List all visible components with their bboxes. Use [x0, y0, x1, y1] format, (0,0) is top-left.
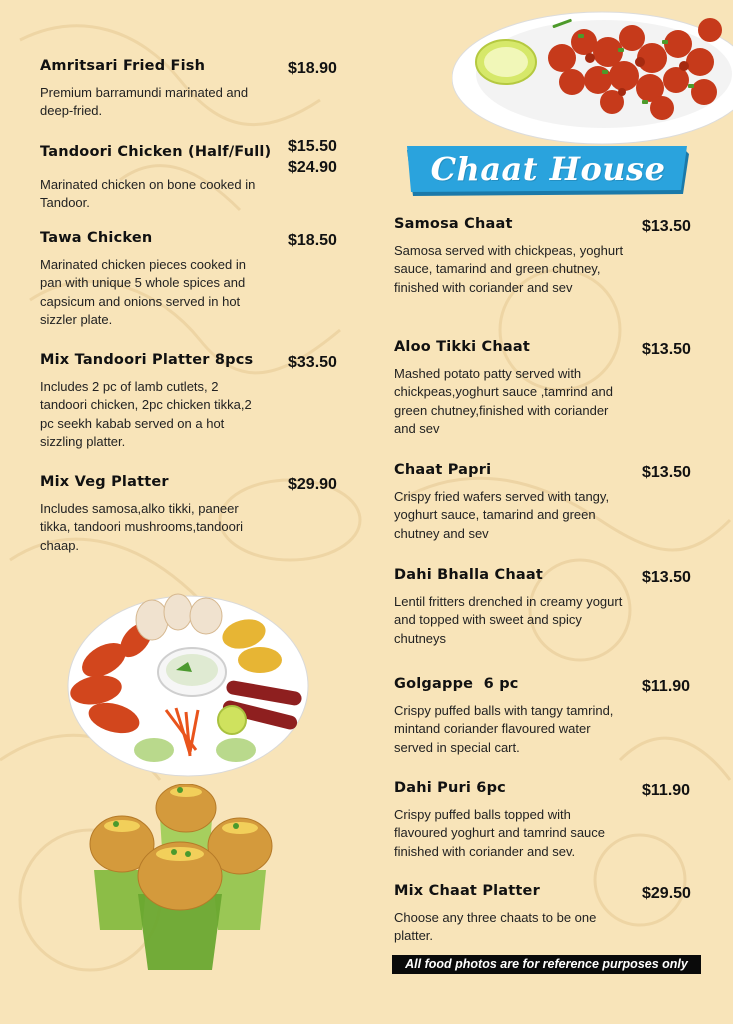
item-desc: Choose any three chaats to be one platter. [394, 910, 597, 944]
item-name: Mix Chaat Platter [394, 883, 540, 899]
menu-item [40, 472, 350, 562]
item-price: $29.50 [642, 885, 691, 902]
menu-item [394, 337, 704, 460]
item-desc: Samosa served with chickpeas, yoghurt sauce, tamarind and green chutney, finished with coriander and sev [394, 243, 624, 295]
menu-item [394, 565, 704, 674]
menu-item [40, 138, 350, 228]
item-price-full-value: $24.90 [288, 159, 337, 176]
item-name: Dahi Puri 6pc [394, 780, 506, 796]
item-price: $18.50 [288, 232, 337, 249]
item-desc: Marinated chicken on bone cooked in Tandoor. [40, 177, 256, 211]
item-name: Tawa Chicken [40, 230, 153, 246]
item-price: $13.50 [642, 464, 691, 481]
menu-item [40, 350, 350, 472]
item-desc: Crispy fried wafers served with tangy, yoghurt sauce, tamarind and green chutney and sev [394, 489, 610, 541]
item-price: $13.50 [642, 341, 691, 358]
golgappa-shots-image [88, 784, 274, 976]
item-price: $33.50 [288, 354, 337, 371]
chaat-house-banner [407, 146, 689, 198]
photo-disclaimer: All food photos are for reference purposes only [392, 955, 701, 974]
item-name: Mix Veg Platter [40, 474, 169, 490]
menu-item [394, 674, 704, 778]
item-desc: Premium barramundi marinated and deep-fried. [40, 85, 249, 119]
item-price [288, 136, 337, 157]
item-price-half: $15.50 [288, 138, 337, 155]
item-name: Chaat Papri [394, 462, 492, 478]
menu-item [40, 56, 350, 142]
menu-item [394, 214, 704, 337]
item-price: $18.90 [288, 60, 337, 77]
item-desc: Lentil fritters drenched in creamy yogurt and topped with sweet and spicy chutneys [394, 594, 623, 646]
item-name: Samosa Chaat [394, 216, 513, 232]
item-name: Amritsari Fried Fish [40, 58, 206, 74]
item-price: $29.90 [288, 476, 337, 493]
item-name: Aloo Tikki Chaat [394, 339, 530, 355]
item-desc: Marinated chicken pieces cooked in pan with unique 5 whole spices and capsicum and onions served in hot sizzler plate. [40, 257, 246, 327]
menu-item [394, 778, 704, 881]
item-desc: Mashed potato patty served with chickpeas,yoghurt sauce ,tamrind and green chutney,finished with coriander and sev [394, 366, 613, 436]
item-name: Tandoori Chicken (Half/Full) [40, 144, 272, 160]
item-price: $13.50 [642, 218, 691, 235]
menu-item [40, 228, 350, 350]
item-price: $13.50 [642, 569, 691, 586]
item-desc: Crispy puffed balls with tangy tamrind, mintand coriander flavoured water served in special cart. [394, 703, 614, 755]
item-price-full [288, 157, 337, 178]
item-price: $11.90 [642, 678, 691, 695]
item-price: $11.90 [642, 782, 691, 799]
item-desc: Includes 2 pc of lamb cutlets, 2 tandoori chicken, 2pc chicken tikka,2 pc seekh kabab served on a hot sizzling platter. [40, 379, 252, 449]
item-name: Mix Tandoori Platter 8pcs [40, 352, 254, 368]
item-desc: Crispy puffed balls topped with flavoured yoghurt and tamrind sauce finished with coriander and sev. [394, 807, 606, 859]
right-menu-column [394, 214, 704, 951]
tandoori-platter-image [66, 590, 310, 780]
item-name: Dahi Bhalla Chaat [394, 567, 543, 583]
section-title: Chaat House [430, 150, 666, 188]
menu-item [394, 460, 704, 565]
chilli-chicken-plate-image [452, 0, 733, 148]
item-name: Golgappe 6 pc [394, 676, 519, 692]
item-desc: Includes samosa,alko tikki, paneer tikka, tandoori mushrooms,tandoori chaap. [40, 501, 244, 553]
menu-item [394, 881, 704, 951]
left-menu-column [40, 56, 350, 562]
